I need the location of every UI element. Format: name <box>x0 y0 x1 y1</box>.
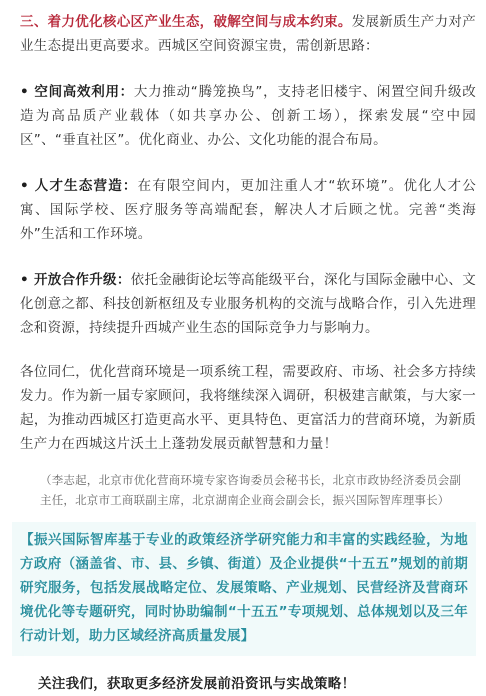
section3-intro: 发展新质生产力对产业生态提出更高要求。西城区空间资源宝贵，需创新思路： <box>20 14 477 54</box>
bullet-text: 依托金融街论坛等高能级平台，深化与国际金融中心、文化创意之都、科技创新枢纽及专业服务机构的交流与战略合作，引入先进理念和资源，持续提升西城产业生态的国际竞争力与影响力。 <box>20 272 477 336</box>
bullet-text: 大力推动“腾笼换鸟”，支持老旧楼宇、闲置空间升级改造为高品质产业载体（如共享办公、创新工场），探索发展“空中园区”、“垂直社区”。优化商业、办公、文化功能的混合布局。 <box>20 84 476 148</box>
author-signature: （李志起，北京市优化营商环境专家咨询委员会秘书长，北京市政协经济委员会副主任，北京市工商联副主席，北京湖南企业商会副会长，振兴国际智库理事长） <box>40 473 462 507</box>
spacer <box>20 152 476 174</box>
bullet-text: 在有限空间内，更加注重人才“软环境”。优化人才公寓、国际学校、医疗服务等高端配套，解决人才后顾之忧。完善“类海外”生活和工作环境。 <box>20 178 477 242</box>
promo-box <box>12 522 476 656</box>
bullet-label: • 空间高效利用： <box>20 84 134 100</box>
spacer <box>20 340 476 360</box>
spacer <box>20 58 476 80</box>
spacer <box>20 246 476 268</box>
follow-call-to-action: 关注我们，获取更多经济发展前沿资讯与实战策略！ <box>38 676 356 692</box>
promo-text: 【振兴国际智库基于专业的政策经济学研究能力和丰富的实践经验，为地方政府（涵盖省、市、县、乡镇、街道）及企业提供“十五五”规划的前期研究服务，包括发展战略定位、发展策略、产业规划、民营经济及营商环境优化等专题研究，同时协助编制“十五五”专项规划、总体规划以及三年行动计划，助力区域经济高质量发展】 <box>20 532 468 644</box>
bullet-talent-ecosystem <box>20 174 476 246</box>
bullet-space-efficiency <box>20 80 476 152</box>
bullet-label: • 人才生态营造： <box>20 178 138 194</box>
spacer <box>20 456 476 470</box>
section3-heading: 三、着力优化核心区产业生态，破解空间与成本约束。 <box>20 14 352 30</box>
closing-paragraph: 各位同仁，优化营商环境是一项系统工程，需要政府、市场、社会多方持续发力。作为新一届专家顾问，我将继续深入调研，积极建言献策，与大家一起，为推动西城区打造更高水平、更具特色、更富活力的营商环境，为新质生产力在西城这片沃土上蓬勃发展贡献智慧和力量！ <box>20 364 476 452</box>
bullet-open-cooperation <box>20 268 476 340</box>
bullet-label: • 开放合作升级： <box>20 272 131 288</box>
section3-paragraph <box>20 10 476 58</box>
